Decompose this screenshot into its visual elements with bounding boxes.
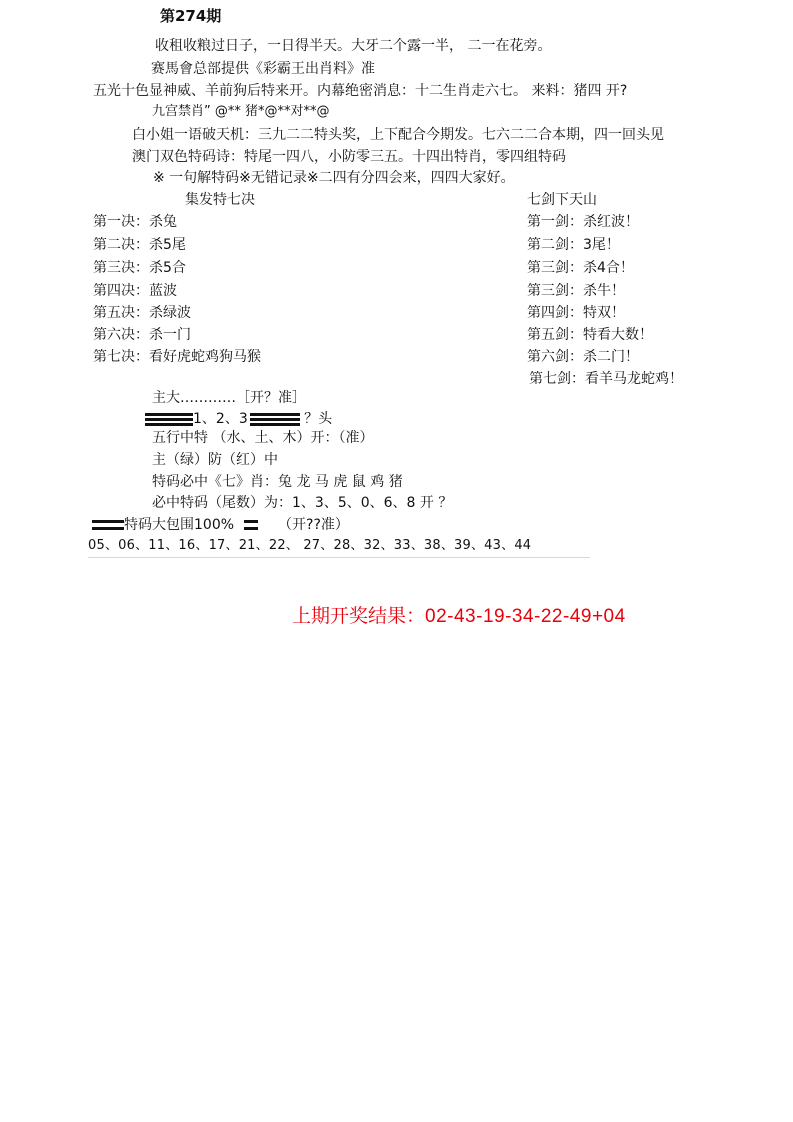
surround-suffix: （开??准） (278, 517, 349, 533)
nine-palace-line: 九宫禁肖” @** 猪*@**对**@ (152, 104, 330, 119)
last-result-label: 上期开奖结果： (292, 605, 426, 627)
surround-prefix: 特码大包围100% (124, 517, 235, 533)
seven-swords-item: 第五剑：特看大数！ (527, 327, 653, 343)
seven-tips-item: 第六决：杀一门 (93, 327, 191, 343)
seven-tips-item: 第七决：看好虎蛇鸡狗马猴 (93, 349, 261, 365)
head-number-line (145, 410, 332, 428)
number-list: 05、06、11、16、17、21、22、 27、28、32、33、38、39、43、44 (88, 537, 590, 558)
tail-number-line: 必中特码（尾数）为：1、3、5、0、6、8 开 ？ (152, 495, 453, 511)
bar-symbol-icon (92, 519, 124, 531)
seven-swords-item: 第三剑：杀牛！ (527, 283, 625, 299)
source-line: 赛馬會总部提供《彩霸王出肖料》准 (151, 61, 375, 77)
head-number-values: 1、2、3 (193, 411, 248, 427)
seven-swords-item: 第六剑：杀二门！ (527, 349, 639, 365)
last-result (292, 603, 626, 630)
main-color-line: 主（绿）防（红）中 (152, 452, 278, 468)
seven-tips-item: 第三决：杀5合 (93, 260, 186, 276)
miss-bai-line: 白小姐一语破天机：三九二二特头奖，上下配合今期发。七六二二合本期，四一回头见 (132, 127, 664, 143)
poem-line: 收租收粮过日子，一日得半天。大牙二个露一半， 二一在花旁。 (155, 38, 552, 54)
seven-swords-item: 第一剑：杀红波！ (527, 214, 639, 230)
bar-symbol-icon (244, 519, 258, 531)
bar-symbol-icon (145, 412, 193, 426)
seven-swords-item: 第七剑：看羊马龙蛇鸡！ (529, 371, 683, 387)
head-number-suffix: ？头 (299, 411, 333, 427)
zodiac-line: 特码必中《七》肖：兔 龙 马 虎 鼠 鸡 猪 (152, 474, 403, 490)
seven-tips-item: 第一决：杀兔 (93, 214, 177, 230)
seven-swords-item: 第二剑：3尾！ (527, 237, 620, 253)
hint-line: ※ 一句解特码※无错记录※二四有分四会来，四四大家好。 (153, 170, 515, 186)
secret-message-line: 五光十色显神威、羊前狗后特来开。内幕绝密消息：十二生肖走六七。 来料：猪四 开? (93, 83, 628, 99)
seven-tips-item: 第四决：蓝波 (93, 283, 177, 299)
seven-tips-item: 第五决：杀绿波 (93, 305, 191, 321)
seven-swords-item: 第四剑：特双！ (527, 305, 625, 321)
issue-title: 第274期 (160, 7, 222, 25)
macau-poem-line: 澳门双色特码诗：特尾一四八，小防零三五。十四出特肖，零四组特码 (132, 149, 566, 165)
seven-swords-heading: 七剑下天山 (527, 192, 597, 208)
seven-swords-item: 第三剑：杀4合！ (527, 260, 634, 276)
seven-tips-heading: 集发特七决 (185, 192, 255, 208)
last-result-value: 02-43-19-34-22-49+04 (425, 606, 626, 627)
bar-symbol-icon (250, 412, 300, 426)
five-elements-line: 五行中特 （水、土、木）开：（准） (152, 430, 374, 446)
seven-tips-item: 第二决：杀5尾 (93, 237, 186, 253)
surround-line (92, 516, 349, 534)
main-big-line: 主大…………［开？准］ (152, 390, 306, 406)
